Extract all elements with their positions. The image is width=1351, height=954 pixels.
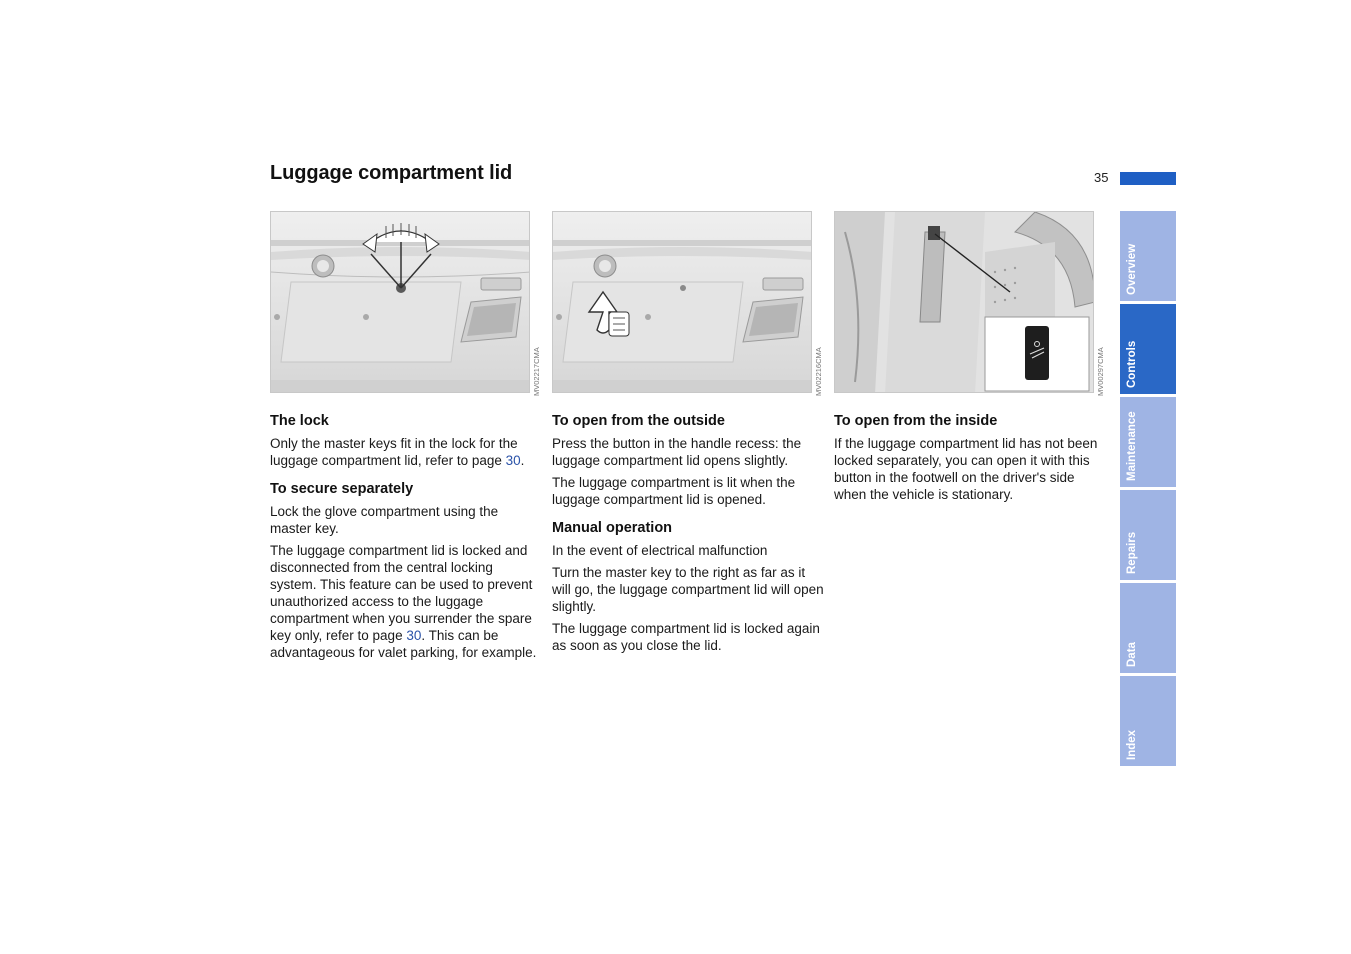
figure-trunk-lock: [270, 211, 530, 393]
footwell-trunk-release-button-illustration: [835, 212, 1094, 393]
paragraph: Turn the master key to the right as far as it will go, the luggage compartment lid will open slightly.: [552, 565, 824, 614]
tab-controls[interactable]: Controls: [1120, 304, 1176, 394]
paragraph: The luggage compartment is lit when the luggage compartment lid is opened.: [552, 475, 796, 507]
page-link[interactable]: 30: [406, 628, 422, 643]
figure-trunk-handle: [552, 211, 812, 393]
paragraph: The luggage compartment lid is locked and disconnected from the central locking system. This feature can be used to prevent unauthorized access to the luggage compartment when you surrender the spare key only, refer to page 30. This can be advantageous for valet parking, for example.: [270, 543, 537, 660]
paragraph: Press the button in the handle recess: the luggage compartment lid opens slightly.: [552, 436, 802, 468]
figure-footwell-button: [834, 211, 1094, 393]
trunk-lock-key-rotation-illustration: [271, 212, 530, 393]
paragraph: Lock the glove compartment using the master key.: [270, 504, 499, 536]
paragraph: In the event of electrical malfunction: [552, 543, 768, 558]
paragraph: The luggage compartment lid is locked again as soon as you close the lid.: [552, 621, 820, 653]
tab-data[interactable]: Data: [1120, 583, 1176, 673]
page-title: Luggage compartment lid: [270, 162, 513, 184]
tab-overview[interactable]: Overview: [1120, 211, 1176, 301]
page-number-bar: [1120, 172, 1176, 185]
page-number: 35: [1094, 170, 1109, 185]
tab-index[interactable]: Index: [1120, 676, 1176, 766]
heading-open-outside: To open from the outside: [552, 413, 725, 429]
page-link[interactable]: 30: [505, 453, 521, 468]
figure-code: MV02217CMA: [532, 347, 541, 396]
column-open-inside: [834, 413, 1106, 508]
figure-code: MV00297CMA: [1096, 347, 1105, 396]
column-the-lock: [270, 413, 542, 666]
column-open-outside: [552, 413, 824, 659]
paragraph: If the luggage compartment lid has not been locked separately, you can open it with this button in the footwell on the driver's side when the vehicle is stationary.: [834, 436, 1098, 502]
heading-manual-operation: Manual operation: [552, 520, 673, 536]
heading-secure-separately: To secure separately: [270, 481, 414, 497]
trunk-handle-button-illustration: [553, 212, 812, 393]
heading-the-lock: The lock: [270, 413, 329, 429]
heading-open-inside: To open from the inside: [834, 413, 998, 429]
figure-code: MV02216CMA: [814, 347, 823, 396]
paragraph: Only the master keys fit in the lock for the luggage compartment lid, refer to page 30.: [270, 436, 525, 468]
tab-repairs[interactable]: Repairs: [1120, 490, 1176, 580]
tab-maintenance[interactable]: Maintenance: [1120, 397, 1176, 487]
section-tabs: [1120, 211, 1176, 769]
